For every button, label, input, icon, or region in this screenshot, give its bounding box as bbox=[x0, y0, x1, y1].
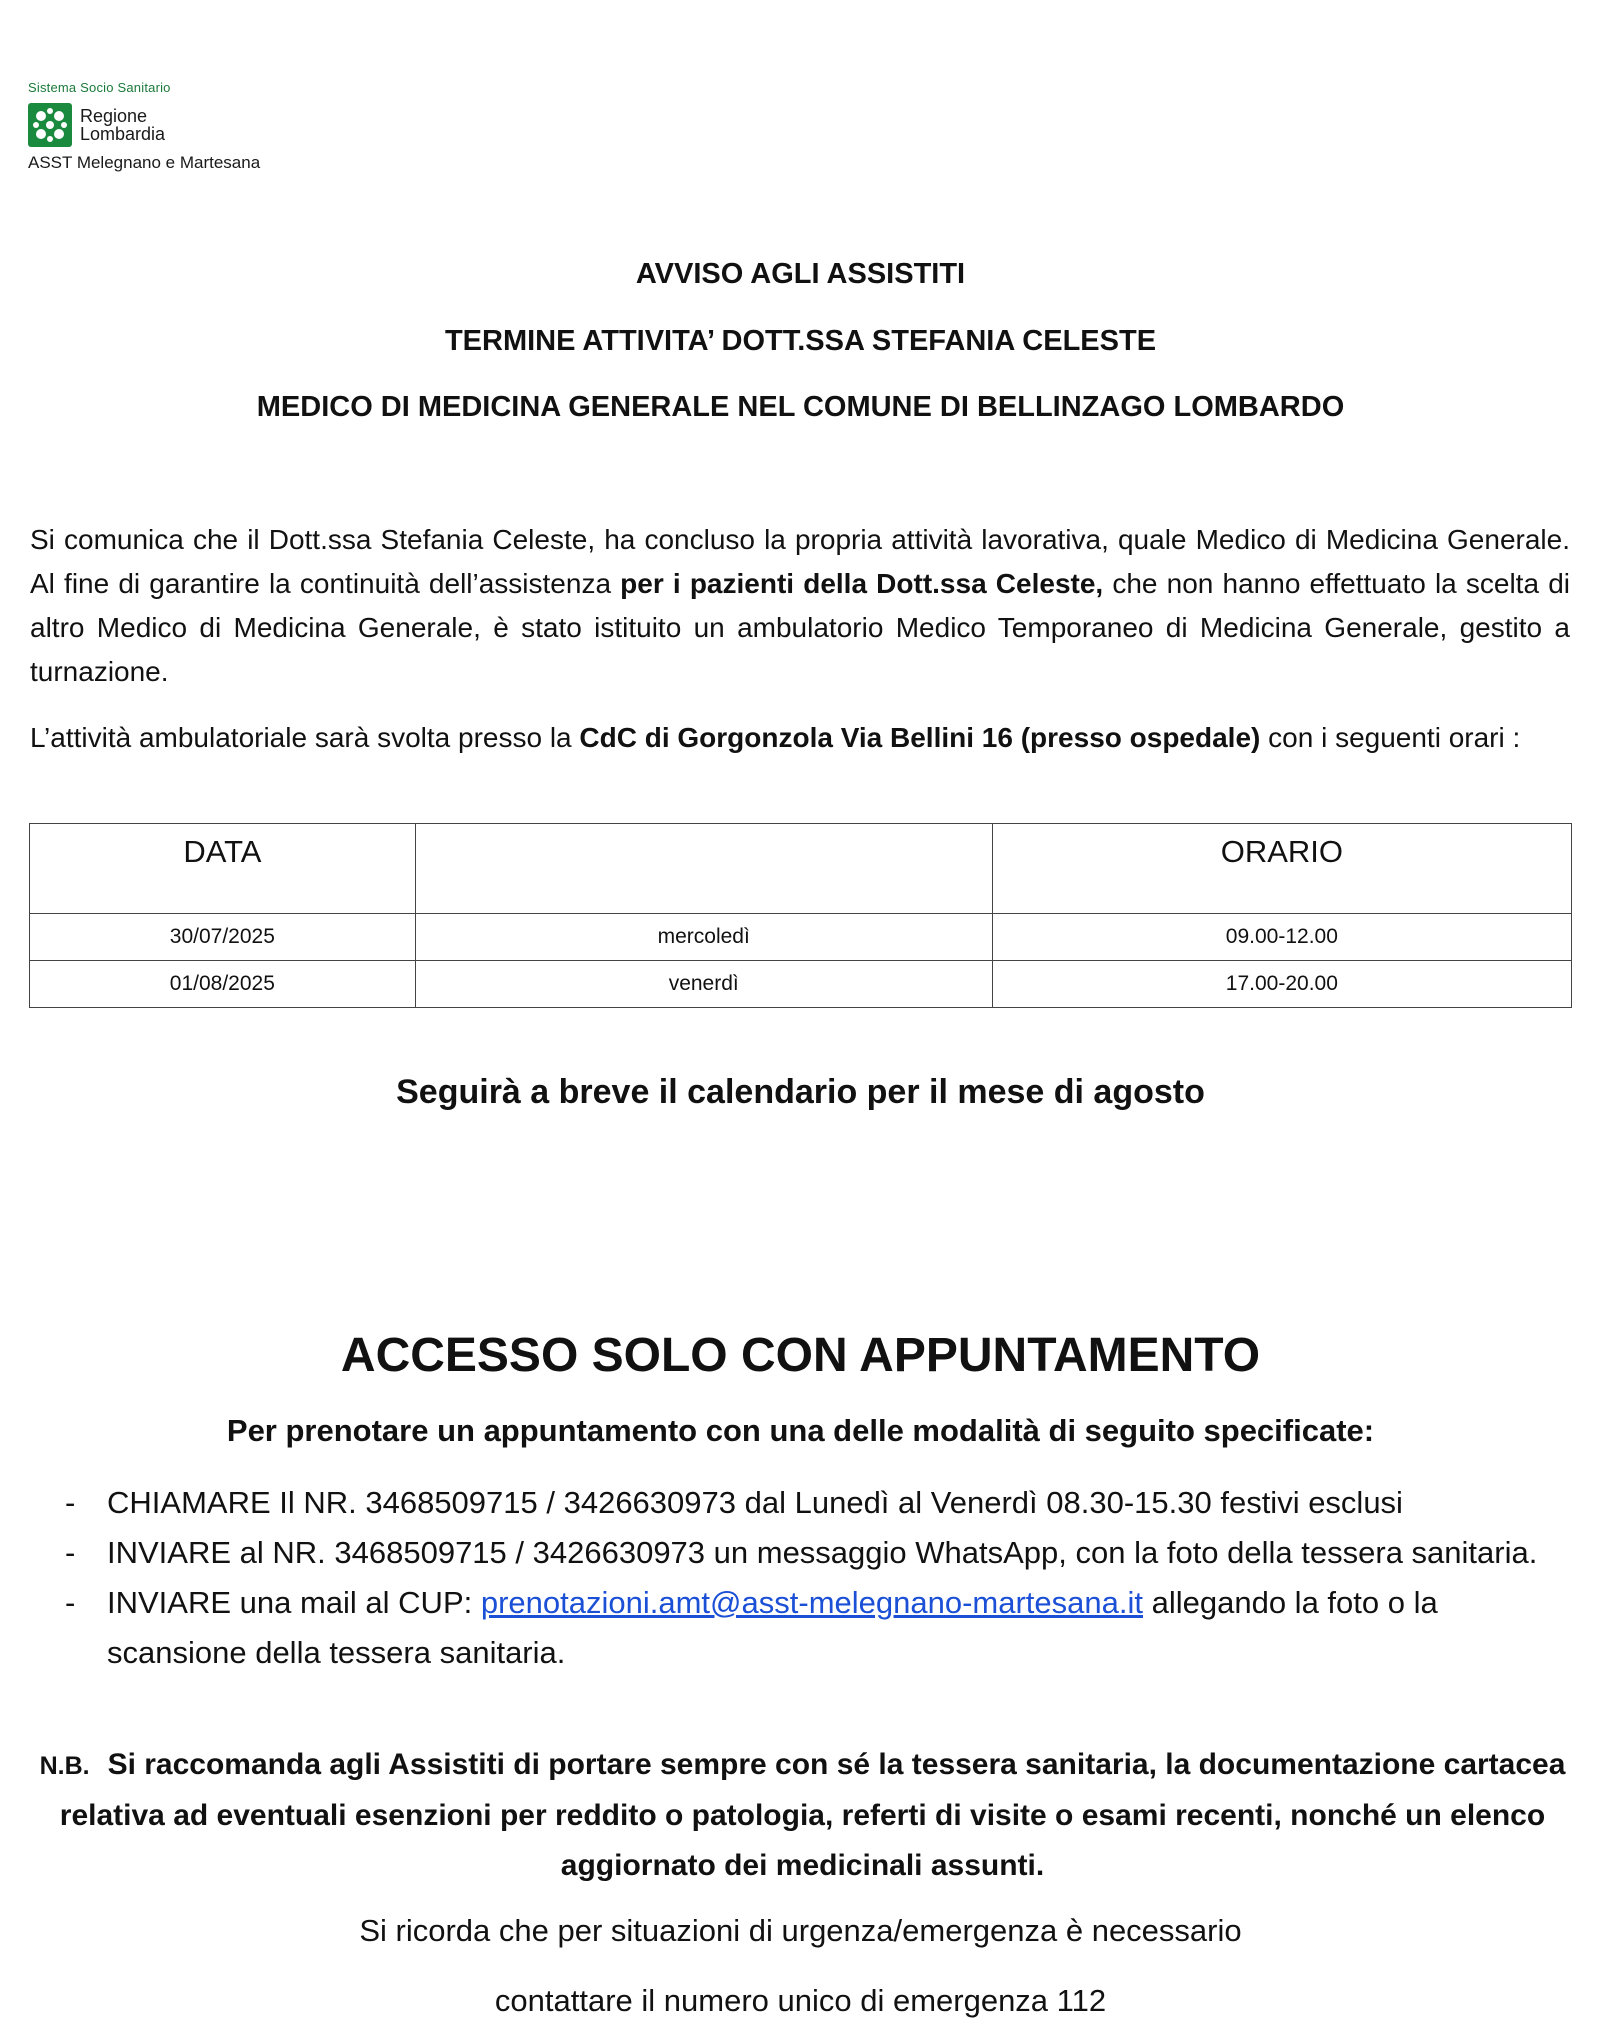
location-paragraph bbox=[30, 716, 1570, 760]
cell-day: mercoledì bbox=[415, 914, 992, 961]
booking-email-pre: INVIARE una mail al CUP: bbox=[107, 1585, 481, 1620]
list-item bbox=[65, 1578, 1575, 1678]
location-bold: CdC di Gorgonzola Via Bellini 16 (presso ospedale) bbox=[579, 722, 1261, 753]
list-dash: - bbox=[65, 1535, 76, 1570]
nb-label: N.B. bbox=[39, 1752, 90, 1780]
location-text-2: con i seguenti orari : bbox=[1260, 722, 1521, 753]
intro-bold: per i pazienti della Dott.ssa Celeste, bbox=[620, 568, 1104, 599]
booking-call-text: CHIAMARE Il NR. 3468509715 / 3426630973 dal Lunedì al Venerdì 08.30-15.30 festivi esclusi bbox=[107, 1485, 1403, 1520]
nb-note bbox=[30, 1740, 1575, 1891]
logo bbox=[28, 80, 348, 173]
booking-methods-list bbox=[65, 1478, 1575, 1678]
logo-asst-text: ASST Melegnano e Martesana bbox=[28, 153, 261, 172]
nb-text: Si raccomanda agli Assistiti di portare sempre con sé la tessera sanitaria, la documentazione cartacea relativa ad eventuali esenzioni per reddito o patologia, referti di visite o esami recenti, nonché un elenco aggiornato dei medicinali assunti. bbox=[59, 1748, 1566, 1882]
notice-title: AVVISO AGLI ASSISTITI bbox=[635, 258, 966, 290]
header-orario: ORARIO bbox=[992, 824, 1571, 914]
cell-day: venerdì bbox=[415, 961, 992, 1008]
emergency-line-2: contattare il numero unico di emergenza 112 bbox=[494, 1983, 1107, 2018]
logo-region-line2: Lombardia bbox=[80, 124, 166, 144]
location-text-1: L’attività ambulatoriale sarà svolta presso la bbox=[30, 722, 580, 753]
schedule-header-row bbox=[30, 824, 1572, 914]
regione-lombardia-rose-icon bbox=[28, 103, 72, 147]
notice-subtitle: TERMINE ATTIVITA’ DOTT.SSA STEFANIA CELESTE bbox=[444, 325, 1157, 357]
intro-text-1: Si comunica che il Dott.ssa Stefania Celeste, ha concluso la propria attività lavorativa, quale Medico di Medicina Generale. Al fine di garantire la continuità dell’assistenza bbox=[30, 524, 1570, 599]
intro-text-2: che non hanno effettuato la scelta di altro Medico di Medicina Generale, è stato istituito un ambulatorio Medico Temporaneo di Medicina Generale, gestito a turnazione. bbox=[30, 568, 1570, 687]
list-dash: - bbox=[65, 1485, 76, 1520]
intro-paragraph bbox=[30, 518, 1570, 694]
cell-date: 30/07/2025 bbox=[30, 914, 416, 961]
emergency-line-1: Si ricorda che per situazioni di urgenza/emergenza è necessario bbox=[359, 1913, 1242, 1948]
access-heading: ACCESSO SOLO CON APPUNTAMENTO bbox=[340, 1329, 1261, 1382]
logo-system-text: Sistema Socio Sanitario bbox=[28, 80, 171, 95]
table-row bbox=[30, 961, 1572, 1008]
table-row bbox=[30, 914, 1572, 961]
cell-date: 01/08/2025 bbox=[30, 961, 416, 1008]
list-item bbox=[65, 1478, 1575, 1528]
cell-time: 09.00-12.00 bbox=[992, 914, 1571, 961]
booking-intro: Per prenotare un appuntamento con una delle modalità di seguito specificate: bbox=[226, 1413, 1375, 1448]
schedule-table bbox=[29, 823, 1572, 1008]
booking-email-post: allegando la foto o la scansione della tessera sanitaria. bbox=[107, 1585, 1438, 1670]
notice-subtitle-2: MEDICO DI MEDICINA GENERALE NEL COMUNE DI BELLINZAGO LOMBARDO bbox=[256, 391, 1345, 423]
list-dash: - bbox=[65, 1585, 76, 1620]
cell-time: 17.00-20.00 bbox=[992, 961, 1571, 1008]
followup-note: Seguirà a breve il calendario per il mese di agosto bbox=[396, 1073, 1205, 1111]
header-data: DATA bbox=[30, 824, 416, 914]
list-item bbox=[65, 1528, 1575, 1578]
header-day bbox=[415, 824, 992, 914]
logo-region-line1: Regione bbox=[80, 106, 148, 126]
booking-whatsapp-text: INVIARE al NR. 3468509715 / 3426630973 un messaggio WhatsApp, con la foto della tessera sanitaria. bbox=[107, 1535, 1538, 1570]
email-link[interactable]: prenotazioni.amt@asst-melegnano-martesana.it bbox=[480, 1585, 1143, 1620]
